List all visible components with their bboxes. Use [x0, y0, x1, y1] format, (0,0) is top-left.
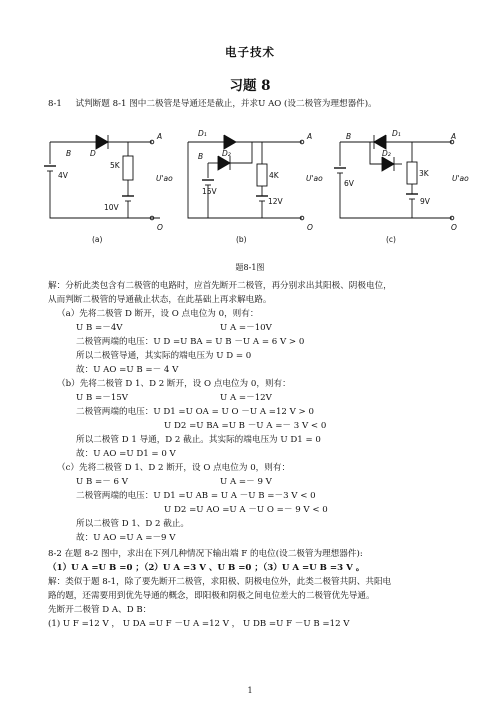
label-b-resistor: 4K	[269, 171, 279, 180]
case-c-ub: U B =－ 6 V	[76, 477, 128, 487]
problem-text: 试判断题 8-1 图中二极管是导通还是截止，并求U AO (设二极管为理想器件)。	[75, 99, 377, 109]
label-c-bottom-source: 9V	[420, 197, 430, 206]
problem-8-1	[48, 98, 468, 112]
case-c-line4: 所以二极管 D 1、D 2 截止。	[76, 519, 189, 529]
solution-intro-2: 从而判断二极管的导通截止状态，在此基础上再求解电路。	[48, 295, 272, 305]
label-c-A: A	[451, 132, 457, 141]
label-a-O: O	[157, 223, 163, 232]
label-b-uao: U'ao	[306, 174, 323, 183]
label-a-A: A	[157, 132, 163, 141]
case-a-line3: 所以二极管导通，其实际的端电压为 U D = 0	[76, 351, 252, 361]
label-b-D1: D₁	[198, 129, 207, 138]
label-b-O: O	[307, 223, 313, 232]
label-c-O: O	[451, 223, 457, 232]
solution-8-2-line2: 路的题，还需要用到优先导通的概念，即阳极和阴极之间电位差大的二极管优先导通。	[48, 591, 375, 601]
caption-b: (b)	[236, 235, 247, 244]
case-a-line4: 故：U AO =U B =－ 4 V	[76, 365, 179, 375]
case-a-head: （a）先将二极管 D 断开，设 O 点电位为 0，则有：	[57, 309, 259, 319]
solution-8-2-line1: 解：类似于题 8-1，除了要先断开二极管，求阳极、阴极电位外，此类二极管共阴、共阳电	[48, 577, 392, 587]
case-c-line3: U D2 =U AO =U A －U O =－ 9 V < 0	[164, 505, 328, 515]
case-c-ua: U A =－ 9 V	[220, 477, 272, 487]
solution-8-2-line3: 先断开二极管 D A、D B：	[48, 605, 152, 615]
caption-c: (c)	[386, 235, 396, 244]
label-b-B: B	[198, 152, 204, 161]
header-subject: 电子技术	[225, 45, 275, 59]
label-c-D1: D₁	[392, 129, 401, 138]
label-a-bottom-source: 10V	[104, 203, 119, 212]
figure-caption: 题8-1图	[235, 263, 265, 272]
case-b-head: （b）先将二极管 D 1、D 2 断开，设 O 点电位为 0，则有：	[57, 379, 291, 389]
problem-8-2: 8-2 在题 8-2 图中，求出在下列几种情况下输出端 F 的电位(设二极管为理想器件):	[48, 549, 363, 559]
label-c-resistor: 3K	[419, 169, 429, 178]
case-a-ua: U A =－10V	[220, 323, 272, 333]
case-b-line3: U D2 =U BA =U B －U A =－ 3 V < 0	[164, 421, 327, 431]
label-a-uao: U'ao	[156, 174, 173, 183]
problem-8-2-cases: （1）U A =U B =0 ；（2）U A =3 V 、U B =0 ；（3）U A =U B =3 V 。	[48, 563, 365, 573]
case-b-ua: U A =－12V	[220, 393, 272, 403]
case-a-ub: U B =－4V	[76, 323, 123, 333]
circuit-c	[334, 135, 454, 220]
label-c-source: 6V	[344, 179, 354, 188]
case-c-line5: 故：U AO =U A =－9 V	[76, 533, 176, 543]
solution-8-2-line4: (1) U F =12 V ， U DA =U F －U A =12 V ， U DB =U F －U B =12 V	[48, 619, 350, 629]
case-b-line4: 所以二极管 D 1 导通，D 2 截止。其实际的端电压为 U D1 = 0	[76, 435, 321, 445]
label-a-resistor: 5K	[110, 161, 120, 170]
label-b-bottom-source: 12V	[268, 197, 283, 206]
page-number: 1	[247, 686, 253, 695]
label-a-B: B	[66, 149, 72, 158]
case-b-line5: 故：U AO =U D1 = 0 V	[76, 449, 176, 459]
label-b-source: 15V	[202, 187, 217, 196]
circuit-b	[188, 135, 304, 220]
case-c-head: （c）先将二极管 D 1、D 2 断开，设 O 点电位为 0，则有：	[57, 463, 291, 473]
page-title: 习题 8	[229, 78, 271, 94]
case-b-ub: U B =－15V	[76, 393, 128, 403]
label-b-A: A	[307, 132, 313, 141]
case-a-line2: 二极管两端的电压：U D =U BA = U B －U A = 6 V > 0	[76, 337, 305, 347]
caption-a: (a)	[92, 235, 103, 244]
label-c-B: B	[346, 132, 352, 141]
label-c-uao: U'ao	[452, 174, 469, 183]
label-a-D: D	[90, 149, 96, 158]
case-c-line2: 二极管两端的电压：U D1 =U AB = U A －U B =－3 V < 0	[76, 491, 316, 501]
case-b-line2: 二极管两端的电压：U D1 =U OA = U O －U A =12 V > 0	[76, 407, 314, 417]
solution-intro-1: 解：分析此类包含有二极管的电路时，应首先断开二极管，再分别求出其阳极、阴极电位，	[48, 281, 392, 291]
label-a-source: 4V	[58, 171, 68, 180]
label-c-D2: D₂	[382, 149, 391, 158]
label-b-D2: D₂	[222, 149, 231, 158]
problem-number: 8-1	[48, 99, 62, 109]
figure-8-1	[40, 126, 470, 260]
